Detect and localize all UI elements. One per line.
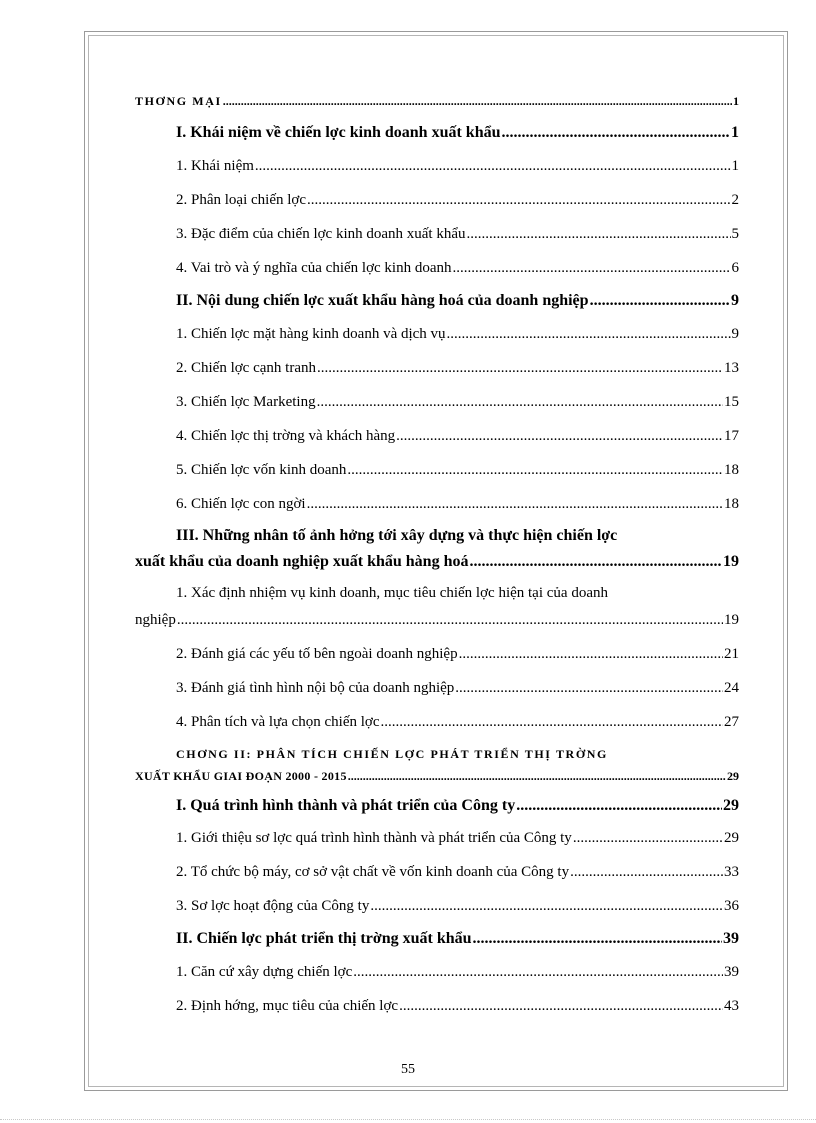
toc-section[interactable]: xuất khẩu của doanh nghiệp xuất khẩu hàng hoá ..... 19	[135, 553, 739, 571]
toc-section[interactable]: I. Quá trình hình thành và phát triển của Công ty ..... 29	[176, 797, 739, 815]
toc-entry[interactable]: 4. Chiến lợc thị trờng và khách hàng ..... 17	[176, 428, 739, 445]
toc-chapter-line1[interactable]: CHƠNG II: PHÂN TÍCH CHIẾN LỢC PHÁT TRIỂN THỊ TRỜNG	[176, 747, 608, 761]
toc-section[interactable]: II. Chiến lợc phát triển thị trờng xuất khẩu ..... 39	[176, 930, 739, 948]
toc-entry[interactable]: 4. Phân tích và lựa chọn chiến lợc ..... 27	[176, 714, 739, 731]
page-bottom-edge	[0, 1119, 816, 1120]
toc-entry[interactable]: 4. Vai trò và ý nghĩa của chiến lợc kinh doanh ..... 6	[176, 260, 739, 277]
toc-entry[interactable]: 5. Chiến lợc vốn kinh doanh ..... 18	[176, 462, 739, 479]
toc-entry[interactable]: THƠNG MẠI ..... 1	[135, 94, 739, 109]
toc-entry[interactable]: 1. Giới thiệu sơ lợc quá trình hình thành và phát triển của Công ty ..... 29	[176, 830, 739, 847]
toc-entry[interactable]: 1. Khái niệm ..... 1	[176, 158, 739, 175]
toc-entry[interactable]: 3. Chiến lợc Marketing ..... 15	[176, 394, 739, 411]
toc-entry[interactable]: 2. Định hớng, mục tiêu của chiến lợc ..... 43	[176, 998, 739, 1015]
toc-section[interactable]: II. Nội dung chiến lợc xuất khẩu hàng hoá của doanh nghiệp ..... 9	[176, 292, 739, 310]
toc-entry[interactable]: nghiệp ..... 19	[135, 612, 739, 629]
toc-entry[interactable]: 2. Đánh giá các yếu tố bên ngoài doanh nghiệp ..... 21	[176, 646, 739, 663]
toc-entry[interactable]: 2. Chiến lợc cạnh tranh ..... 13	[176, 360, 739, 377]
toc-chapter[interactable]: XUẤT KHẨU GIAI ĐOẠN 2000 - 2015 ..... 29	[135, 769, 739, 784]
toc-entry[interactable]: 3. Sơ lợc hoạt động của Công ty ..... 36	[176, 898, 739, 915]
toc-entry[interactable]: 2. Tổ chức bộ máy, cơ sở vật chất về vốn kinh doanh của Công ty ..... 33	[176, 864, 739, 881]
toc-section-line1[interactable]: III. Những nhân tố ảnh hởng tới xây dựng và thực hiện chiến lợc	[176, 527, 618, 544]
toc-entry[interactable]: 3. Đặc điểm của chiến lợc kinh doanh xuất khẩu ..... 5	[176, 226, 739, 243]
toc-entry[interactable]: 3. Đánh giá tình hình nội bộ của doanh nghiệp ..... 24	[176, 680, 739, 697]
toc-entry[interactable]: 6. Chiến lợc con ngời ..... 18	[176, 496, 739, 513]
toc-entry[interactable]: 1. Căn cứ xây dựng chiến lợc ..... 39	[176, 964, 739, 981]
toc-entry-line1[interactable]: 1. Xác định nhiệm vụ kinh doanh, mục tiêu chiến lợc hiện tại của doanh	[176, 585, 608, 601]
toc-entry[interactable]: 2. Phân loại chiến lợc ..... 2	[176, 192, 739, 209]
page-number: 55	[401, 1062, 415, 1077]
toc-entry[interactable]: 1. Chiến lợc mặt hàng kinh doanh và dịch vụ ..... 9	[176, 326, 739, 343]
toc-section[interactable]: I. Khái niệm về chiến lợc kinh doanh xuất khẩu ..... 1	[176, 124, 739, 142]
